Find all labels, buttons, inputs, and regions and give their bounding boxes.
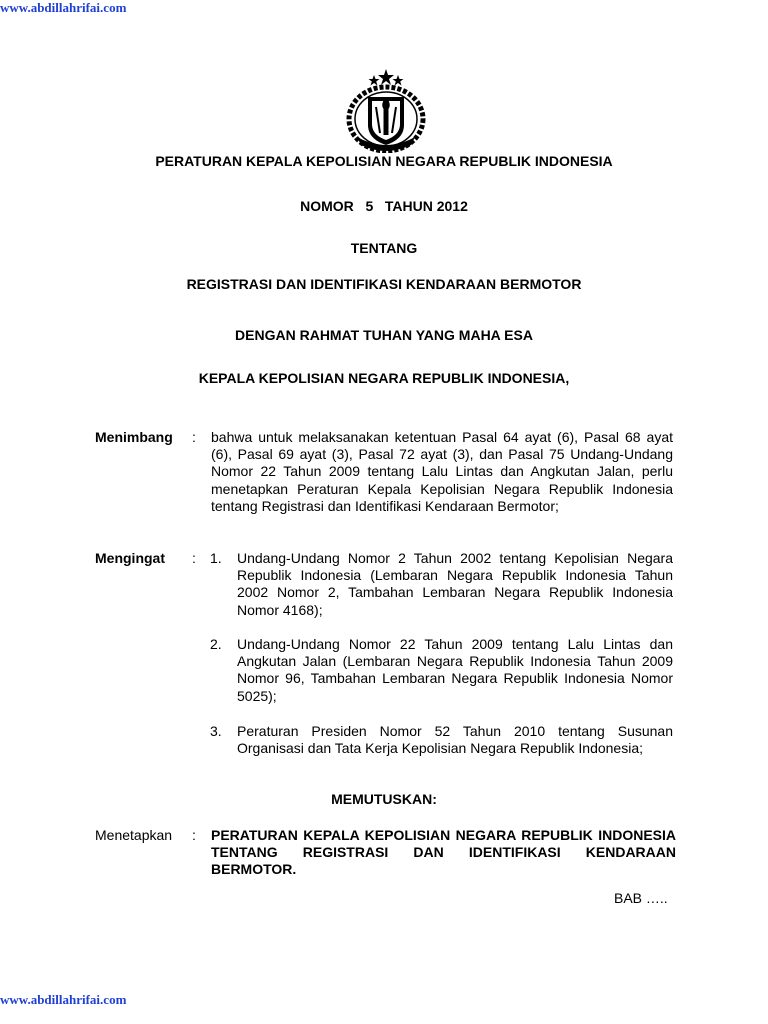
- mengingat-colon: :: [192, 550, 196, 566]
- menetapkan-text: PERATURAN KEPALA KEPOLISIAN NEGARA REPUBLIK INDONESIA TENTANG REGISTRASI DAN IDENTIFIKASI KENDARAAN BERMOTOR.: [211, 827, 676, 877]
- menetapkan-label: Menetapkan: [95, 827, 173, 843]
- mengingat-item-number: 1.: [210, 550, 222, 566]
- mengingat-item-text: Undang-Undang Nomor 22 Tahun 2009 tentang Lalu Lintas dan Angkutan Jalan (Lembaran Negara Republik Indonesia Tahun 2009 Nomor 96, Tambahan Lembaran Negara Republik Indonesia Nomor 5025);: [237, 636, 673, 704]
- mengingat-label: Mengingat: [95, 550, 165, 566]
- mengingat-item-number: 2.: [210, 636, 222, 652]
- menimbang-label: Menimbang: [95, 429, 173, 445]
- mengingat-item-number: 3.: [210, 723, 222, 739]
- regulation-number: NOMOR 5 TAHUN 2012: [300, 198, 468, 214]
- mengingat-item-text: Peraturan Presiden Nomor 52 Tahun 2010 tentang Susunan Organisasi dan Tata Kerja Kepolisian Negara Republik Indonesia;: [237, 723, 673, 757]
- issuing-authority: KEPALA KEPOLISIAN NEGARA REPUBLIK INDONESIA,: [198, 370, 570, 386]
- menimbang-colon: :: [192, 429, 196, 445]
- watermark-url-top: www.abdillahrifai.com: [0, 0, 127, 15]
- menimbang-text: bahwa untuk melaksanakan ketentuan Pasal 64 ayat (6), Pasal 68 ayat (6), Pasal 69 ayat (3), Pasal 72 ayat (3), dan Pasal 75 Undang-Undang Nomor 22 Tahun 2009 tentang Lalu Lintas dan Angkutan Jalan, perlu menetapkan Peraturan Kepala Kepolisian Negara Republik Indonesia tentang Registrasi dan Identifikasi Kendaraan Bermotor;: [211, 429, 673, 514]
- watermark-url-bottom: www.abdillahrifai.com: [0, 992, 127, 1007]
- memutuskan-heading: MEMUTUSKAN:: [331, 791, 437, 807]
- menetapkan-colon: :: [192, 827, 196, 843]
- mengingat-item-text: Undang-Undang Nomor 2 Tahun 2002 tentang Kepolisian Negara Republik Indonesia (Lembaran Negara Republik Indonesia Tahun 2002 Nomor 2, Tambahan Lembaran Negara Republik Indonesia Nomor 4168);: [237, 550, 673, 618]
- invocation: DENGAN RAHMAT TUHAN YANG MAHA ESA: [235, 327, 533, 343]
- regulation-title: PERATURAN KEPALA KEPOLISIAN NEGARA REPUBLIK INDONESIA: [155, 153, 613, 169]
- regulation-subject: REGISTRASI DAN IDENTIFIKASI KENDARAAN BERMOTOR: [186, 276, 582, 292]
- about-heading: TENTANG: [350, 240, 418, 256]
- police-emblem-icon: [343, 67, 429, 153]
- next-page-continuation: BAB …..: [614, 890, 668, 906]
